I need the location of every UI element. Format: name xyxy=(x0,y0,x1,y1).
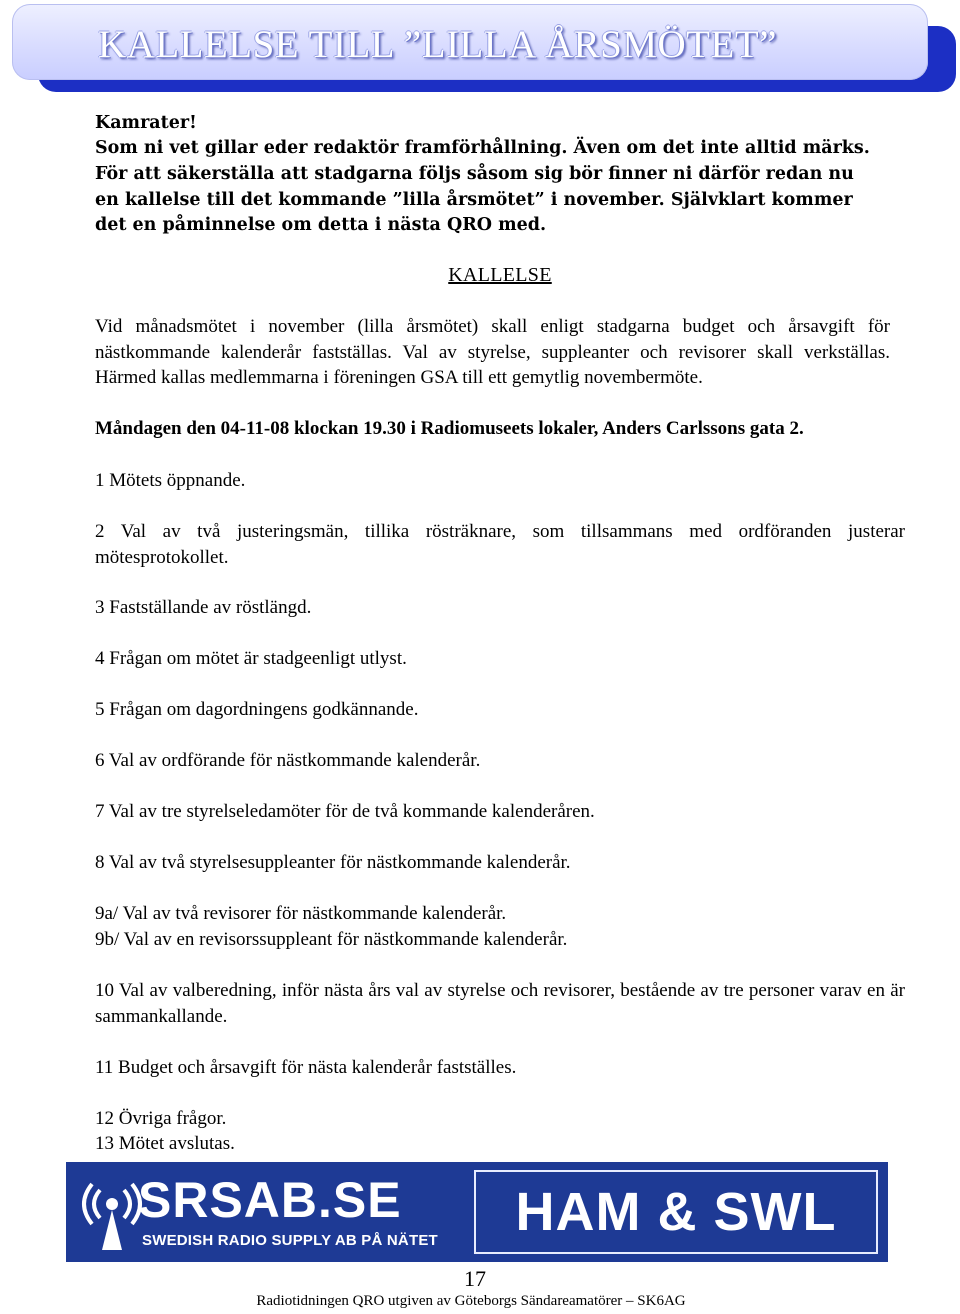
radio-tower-icon xyxy=(80,1170,144,1254)
ham-swl-logo-text: HAM & SWL xyxy=(515,1182,837,1242)
advertisement-banner[interactable] xyxy=(66,1162,888,1262)
srsab-logo-text: SRSAB.SE xyxy=(138,1172,402,1228)
meeting-details: Måndagen den 04-11-08 klockan 19.30 i Radiomuseets lokaler, Anders Carlssons gata 2. xyxy=(95,418,804,439)
agenda-item: 12 Övriga frågor. xyxy=(95,1108,227,1129)
page-number: 17 xyxy=(464,1266,486,1291)
agenda-item: 3 Fastställande av röstlängd. xyxy=(95,597,312,618)
agenda-item: 9b/ Val av en revisorssuppleant för nästkommande kalenderår. xyxy=(95,929,568,950)
srsab-tagline: SWEDISH RADIO SUPPLY AB PÅ NÄTET xyxy=(142,1232,438,1249)
intro-line: Som ni vet gillar eder redaktör framförhållning. Även om det inte alltid märks. xyxy=(95,138,870,158)
intro-greeting: Kamrater! xyxy=(95,113,197,133)
page-title: KALLELSE TILL ”LILLA ÅRSMÖTET” xyxy=(98,23,777,66)
agenda-item: 8 Val av två styrelsesuppleanter för nästkommande kalenderår. xyxy=(95,852,571,873)
kallelse-heading: KALLELSE xyxy=(448,264,552,286)
kallelse-body: Vid månadsmötet i november (lilla årsmötet) skall enligt stadgarna budget och årsavgift för nästkommande kalenderår fastställas. Val av styrelse, suppleanter och revisorer skall verkställas. Härmed kallas medlemmarna i föreningen GSA till ett gemytlig novembermöte. xyxy=(95,316,890,388)
agenda-item: 9a/ Val av två revisorer för nästkommande kalenderår. xyxy=(95,903,507,924)
agenda-item: 2 Val av två justeringsmän, tillika rösträknare, som tillsammans med ordföranden justerar mötesprotokollet. xyxy=(95,521,905,568)
ham-swl-logo-area[interactable] xyxy=(474,1170,878,1254)
agenda-item: 4 Frågan om mötet är stadgeenligt utlyst. xyxy=(95,648,407,669)
agenda-item: 13 Mötet avslutas. xyxy=(95,1133,235,1154)
page-footer: Radiotidningen QRO utgiven av Göteborgs Sändareamatörer – SK6AG xyxy=(256,1293,686,1309)
agenda-item: 10 Val av valberedning, inför nästa års val av styrelse och revisorer, bestående av tre personer varav en är sammankallande. xyxy=(95,980,905,1027)
srsab-logo-area[interactable] xyxy=(66,1162,466,1262)
agenda-item: 1 Mötets öppnande. xyxy=(95,470,246,491)
intro-paragraph: För att säkerställa att stadgarna följs såsom sig bör finner ni därför redan nu en kallelse till det kommande ”lilla årsmötet” i november. Självklart kommer det en påminnelse om detta i nästa QRO med. xyxy=(95,164,854,236)
agenda-item: 11 Budget och årsavgift för nästa kalenderår fastställes. xyxy=(95,1057,517,1078)
agenda-item: 7 Val av tre styrelseledamöter för de två kommande kalenderåren. xyxy=(95,801,595,822)
agenda-item: 6 Val av ordförande för nästkommande kalenderår. xyxy=(95,750,481,771)
agenda-item: 5 Frågan om dagordningens godkännande. xyxy=(95,699,419,720)
